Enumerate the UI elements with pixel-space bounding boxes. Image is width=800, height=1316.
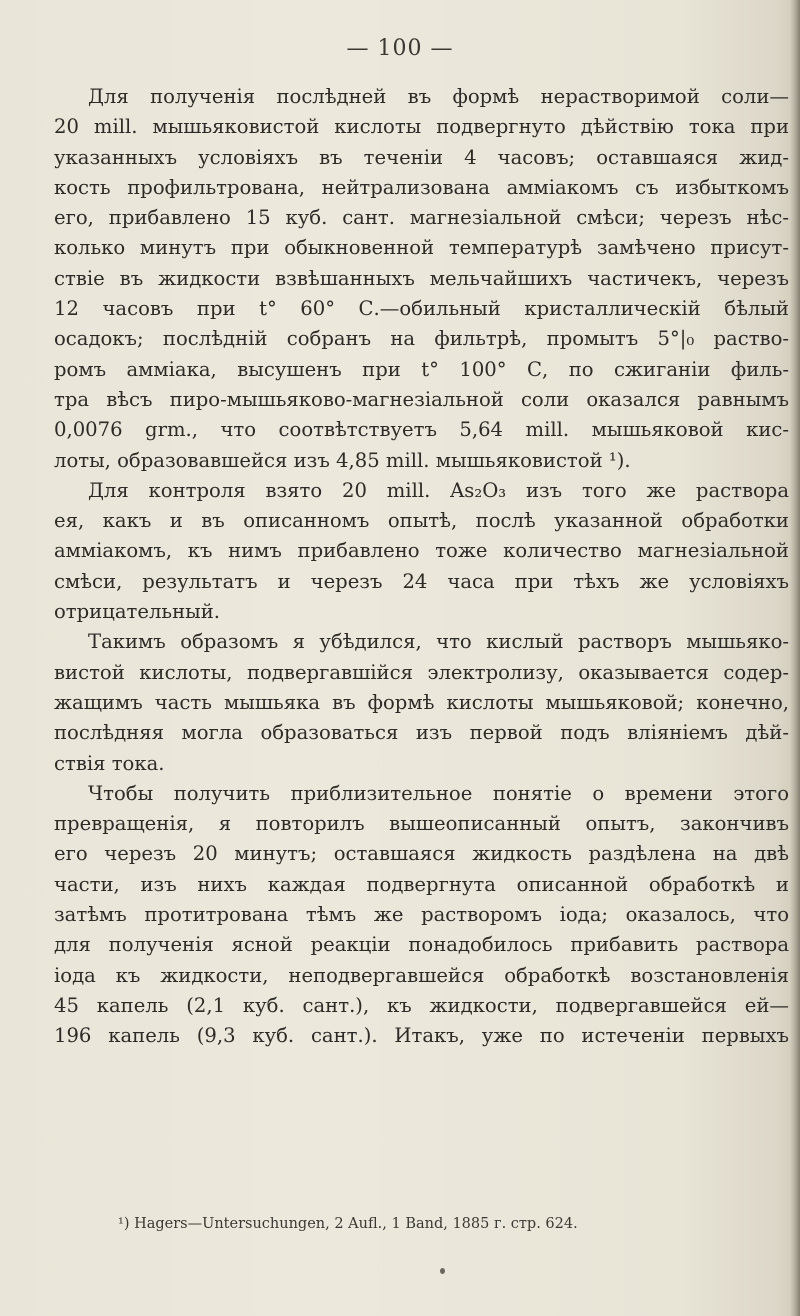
text-line: его, прибавлено 15 куб. сант. магнезіальной смѣси; черезъ нѣс- <box>54 206 789 230</box>
text-line: 45 капель (2,1 куб. сант.), къ жидкости, подвергавшейся ей— <box>54 993 789 1017</box>
text-line: Для полученія послѣдней въ формѣ нерастворимой соли— <box>88 85 789 108</box>
text-line: 0,0076 grm., что соотвѣтствуетъ 5,64 mill. мышьяковой кис- <box>54 418 789 442</box>
text-line: 20 mill. мышьяковистой кислоты подвергнуто дѣйствію тока при <box>54 115 789 139</box>
text-line: ромъ амміака, высушенъ при t° 100° С, по сжиганіи филь- <box>54 357 789 381</box>
text-line: ствіе въ жидкости взвѣшанныхъ мельчайшихъ частичекъ, черезъ <box>54 266 789 290</box>
text-line: 12 часовъ при t° 60° С.—обильный кристаллическій бѣлый <box>54 297 789 321</box>
text-line: ея, какъ и въ описанномъ опытѣ, послѣ указанной обработки <box>54 509 789 533</box>
text-line: Такимъ образомъ я убѣдился, что кислый растворъ мышьяко- <box>88 630 789 654</box>
text-line: ствія тока. <box>54 751 165 775</box>
text-line: указанныхъ условіяхъ въ теченіи 4 часовъ; оставшаяся жид- <box>54 145 789 169</box>
text-line: тра вѣсъ пиро-мышьяково-магнезіальной соли оказался равнымъ <box>54 387 789 411</box>
text-line: отрицательный. <box>54 600 221 624</box>
footnote: ¹) Hagers—Untersuchungen, 2 Aufl., 1 Band, 1885 г. стр. 624. <box>118 1216 578 1232</box>
text-line: превращенія, я повторилъ вышеописанный опытъ, закончивъ <box>54 812 789 836</box>
text-line: іода къ жидкости, неподвергавшейся обработкѣ возстановленія <box>54 963 789 987</box>
text-line: осадокъ; послѣдній собранъ на фильтрѣ, промытъ 5°|₀ раство- <box>54 327 789 351</box>
text-line: для полученія ясной реакціи понадобилось прибавить раствора <box>54 933 789 957</box>
text-line: лоты, образовавшейся изъ 4,85 mill. мышьяковистой ¹). <box>54 448 631 472</box>
text-line: его черезъ 20 минутъ; оставшаяся жидкость раздѣлена на двѣ <box>54 842 789 866</box>
text-line: затѣмъ протитрована тѣмъ же растворомъ іода; оказалось, что <box>54 903 789 927</box>
text-line: Чтобы получить приблизительное понятіе о времени этого <box>88 781 789 805</box>
text-line: амміакомъ, къ нимъ прибавлено тоже количество магнезіальной <box>54 539 789 563</box>
text-line: части, изъ нихъ каждая подвергнута описанной обработкѣ и <box>54 872 789 896</box>
body-text <box>54 82 789 1052</box>
text-line: вистой кислоты, подвергавшійся электролизу, оказывается содер- <box>54 660 789 684</box>
page-number: — 100 — <box>346 36 454 61</box>
text-line: колько минутъ при обыкновенной температурѣ замѣчено присут- <box>54 236 789 260</box>
text-line: Для контроля взято 20 mill. As₂O₃ изъ того же раствора <box>88 478 789 502</box>
text-line: кость профильтрована, нейтрализована амміакомъ съ избыткомъ <box>54 175 789 199</box>
text-line: 196 капель (9,3 куб. сант.). Итакъ, уже по истеченіи первыхъ <box>54 1024 789 1048</box>
text-line: послѣдняя могла образоваться изъ первой подъ вліяніемъ дѣй- <box>54 721 789 745</box>
ink-speck <box>440 1268 445 1274</box>
text-line: жащимъ часть мышьяка въ формѣ кислоты мышьяковой; конечно, <box>54 690 789 714</box>
text-line: смѣси, результатъ и черезъ 24 часа при тѣхъ же условіяхъ <box>54 569 789 593</box>
page-edge-shadow <box>790 0 800 1316</box>
